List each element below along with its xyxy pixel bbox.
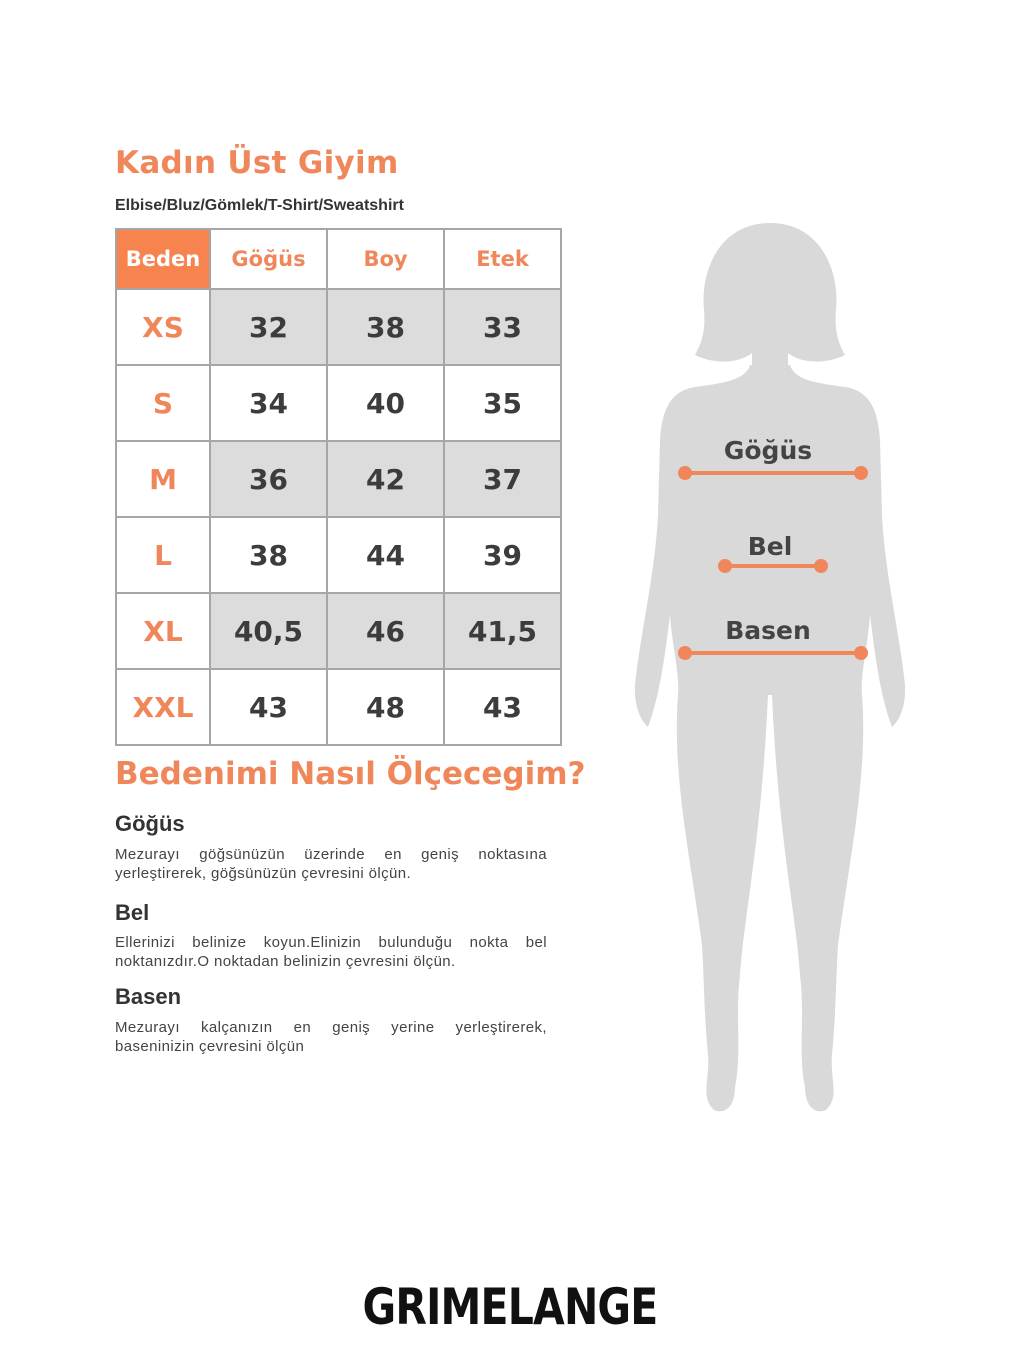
header-etek: Etek: [444, 229, 561, 289]
section-heading-bel: Bel: [115, 900, 150, 925]
silhouette: [635, 223, 905, 1111]
page-subtitle: Elbise/Bluz/Gömlek/T-Shirt/Sweatshirt: [115, 197, 404, 214]
boy-cell: 48: [327, 669, 444, 745]
size-cell: XL: [116, 593, 210, 669]
gogus-cell: 40,5: [210, 593, 327, 669]
waist-dot-left: [718, 559, 732, 573]
boy-cell: 38: [327, 289, 444, 365]
boy-cell: 40: [327, 365, 444, 441]
gogus-cell: 43: [210, 669, 327, 745]
size-cell: M: [116, 441, 210, 517]
brand-logo: GRIMELANGE: [362, 1278, 658, 1336]
boy-cell: 46: [327, 593, 444, 669]
body-silhouette-figure: [600, 215, 940, 1135]
section-heading-gogus: Göğüs: [115, 811, 185, 836]
table-row: [116, 365, 561, 441]
boy-cell: 44: [327, 517, 444, 593]
size-cell: XS: [116, 289, 210, 365]
etek-cell: 39: [444, 517, 561, 593]
hip-label: Basen: [725, 616, 811, 645]
size-cell: L: [116, 517, 210, 593]
gogus-cell: 36: [210, 441, 327, 517]
header-boy: Boy: [327, 229, 444, 289]
section-heading-basen: Basen: [115, 984, 182, 1009]
table-row: [116, 593, 561, 669]
how-to-measure-title: Bedenimi Nasıl Ölçecegim?: [115, 756, 586, 792]
header-gogus: Göğüs: [210, 229, 327, 289]
etek-cell: 43: [444, 669, 561, 745]
gogus-cell: 38: [210, 517, 327, 593]
gogus-cell: 34: [210, 365, 327, 441]
waist-dot-right: [814, 559, 828, 573]
table-header-row: [116, 229, 561, 289]
chest-dot-left: [678, 466, 692, 480]
etek-cell: 33: [444, 289, 561, 365]
size-cell: XXL: [116, 669, 210, 745]
chest-label: Göğüs: [723, 436, 813, 465]
header-beden: Beden: [116, 229, 210, 289]
section-text-gogus: Mezurayı göğsünüzün üzerinde en geniş noktasına yerleştirerek, göğsünüzün çevresini ölçün.: [115, 846, 547, 882]
table-row: [116, 289, 561, 365]
etek-cell: 37: [444, 441, 561, 517]
section-text-basen: Mezurayı kalçanızın en geniş yerine yerleştirerek, baseninizin çevresini ölçün: [115, 1019, 547, 1055]
waist-label: Bel: [747, 532, 793, 561]
table-row: [116, 517, 561, 593]
etek-cell: 35: [444, 365, 561, 441]
hip-dot-right: [854, 646, 868, 660]
boy-cell: 42: [327, 441, 444, 517]
table-row: [116, 441, 561, 517]
etek-cell: 41,5: [444, 593, 561, 669]
size-table: [115, 228, 562, 746]
section-text-bel: Ellerinizi belinize koyun.Elinizin bulunduğu nokta bel noktanızdır.O noktadan belinizin çevresini ölçün.: [115, 934, 547, 970]
gogus-cell: 32: [210, 289, 327, 365]
size-cell: S: [116, 365, 210, 441]
page-title: Kadın Üst Giyim: [115, 145, 399, 181]
table-row: [116, 669, 561, 745]
chest-dot-right: [854, 466, 868, 480]
hip-dot-left: [678, 646, 692, 660]
